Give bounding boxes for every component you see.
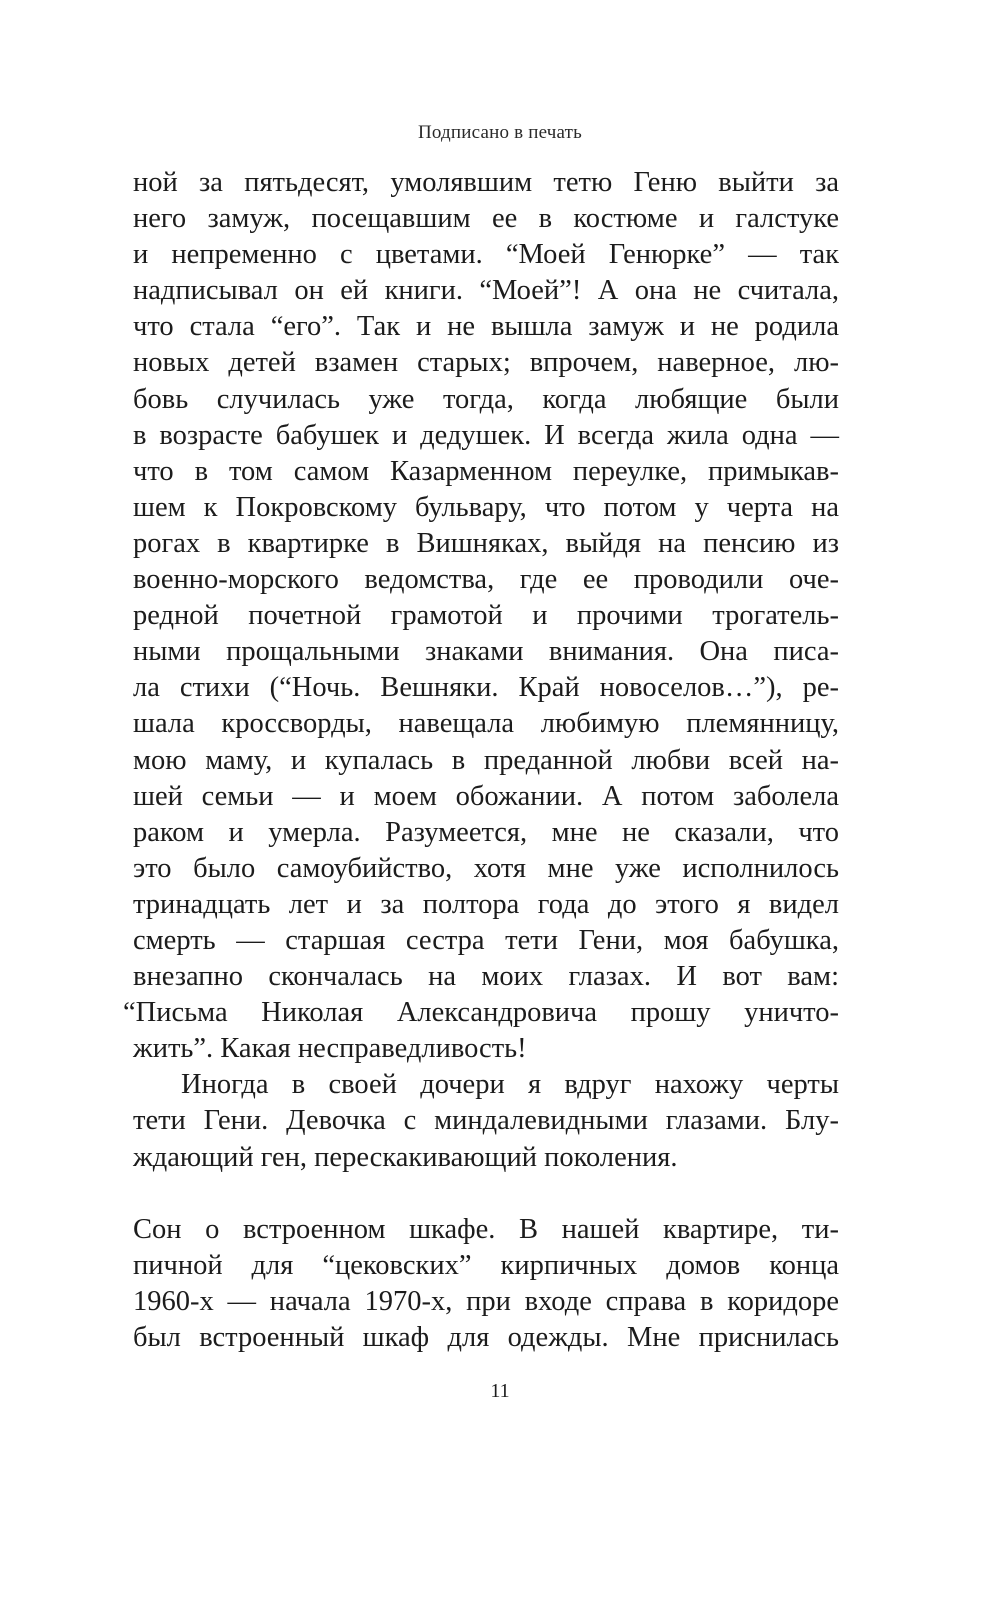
text-line: военно-морского ведомства, где ее проводили оче- — [133, 564, 839, 596]
text-line: и непременно с цветами. “Моей Генюрке” — так — [133, 239, 839, 271]
text-line: рогах в квартирке в Вишняках, выйдя на пенсию из — [133, 527, 839, 559]
body-text — [123, 165, 839, 1356]
text-line: него замуж, посещавшим ее в костюме и галстуке — [133, 203, 839, 235]
text-line: шала кроссворды, навещала любимую племянницу, — [133, 708, 839, 740]
paragraph — [133, 1067, 839, 1175]
text-line: бовь случилась уже тогда, когда любящие были — [133, 383, 839, 415]
text-line: был встроенный шкаф для одежды. Мне приснилась — [133, 1321, 839, 1353]
text-line: новых детей взамен старых; впрочем, наверное, лю- — [133, 347, 839, 379]
text-line: редной почетной грамотой и прочими трогатель- — [133, 600, 839, 632]
text-line: что в том самом Казарменном переулке, примыкав- — [133, 455, 839, 487]
text-line: ной за пятьдесят, умолявшим тетю Геню выйти за — [133, 167, 839, 198]
running-head: Подписано в печать — [417, 122, 583, 143]
text-line: тринадцать лет и за полтора года до этого я видел — [133, 888, 839, 920]
text-line: ла стихи (“Ночь. Вешняки. Край новоселов…”), ре- — [133, 672, 839, 704]
paragraph — [123, 165, 839, 1067]
text-line: мою маму, и купалась в преданной любви всей на- — [133, 744, 839, 776]
text-line: что стала “его”. Так и не вышла замуж и не родила — [133, 311, 839, 343]
text-line: в возрасте бабушек и дедушек. И всегда жила одна — — [133, 419, 839, 451]
text-line: жить”. Какая несправедливость! — [133, 1033, 527, 1065]
text-line: шем к Покровскому бульвару, что потом у черта на — [133, 491, 839, 523]
text-line: Сон о встроенном шкафе. В нашей квартире, ти- — [133, 1213, 839, 1245]
text-line: внезапно скончалась на моих глазах. И вот вам: — [133, 961, 839, 993]
text-line: тети Гени. Девочка с миндалевидными глазами. Блу- — [133, 1105, 839, 1137]
paragraph — [133, 1212, 839, 1356]
text-line: надписывал он ей книги. “Моей”! А она не считала, — [133, 275, 839, 307]
page-number: 11 — [490, 1380, 510, 1402]
text-line: Иногда в своей дочери я вдруг нахожу черты — [181, 1069, 839, 1101]
text-line: это было самоубийство, хотя мне уже исполнилось — [133, 852, 839, 884]
text-line: ждающий ген, перескакивающий поколения. — [133, 1141, 678, 1173]
text-line: пичной для “цековских” кирпичных домов конца — [133, 1249, 839, 1281]
text-line: раком и умерла. Разумеется, мне не сказали, что — [133, 816, 839, 848]
section-break — [133, 1176, 839, 1212]
text-line: 1960-х — начала 1970-х, при входе справа в коридоре — [133, 1285, 839, 1317]
text-line: ными прощальными знаками внимания. Она писа- — [133, 636, 839, 668]
text-line: смерть — старшая сестра тети Гени, моя бабушка, — [133, 924, 839, 956]
text-line: “Письма Николая Александровича прошу уничто- — [123, 997, 839, 1029]
text-line: шей семьи — и моем обожании. А потом заболела — [133, 780, 839, 812]
